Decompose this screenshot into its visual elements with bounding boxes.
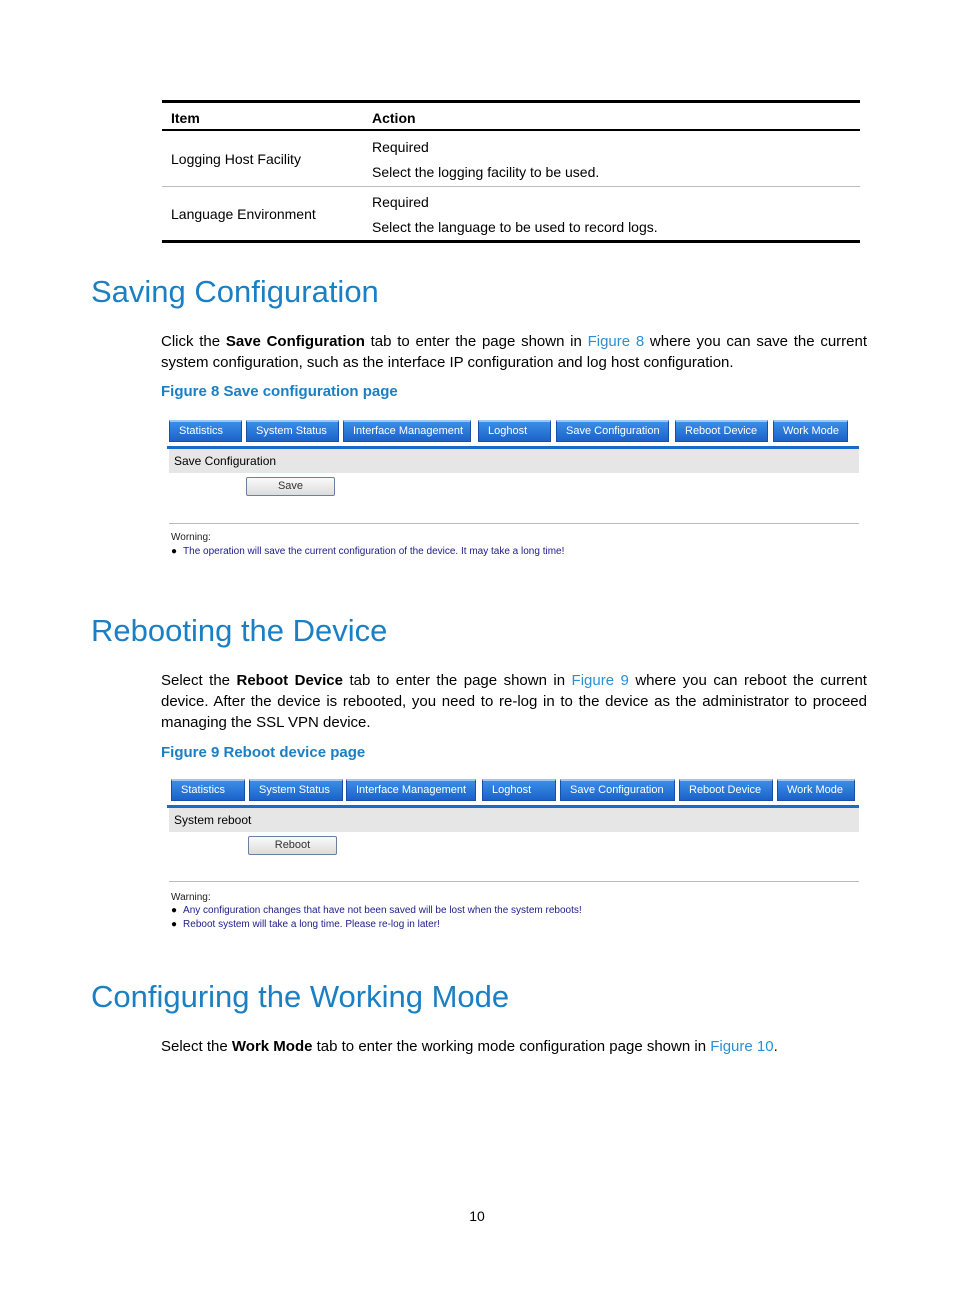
para-text: . bbox=[773, 1038, 778, 1055]
warning-text: Reboot system will take a long time. Please re-log in later! bbox=[183, 919, 440, 930]
divider bbox=[169, 523, 859, 524]
table-cell-action: Select the logging facility to be used. bbox=[372, 164, 600, 180]
table-header-action: Action bbox=[372, 110, 416, 126]
figure-8-link[interactable]: Figure 8 bbox=[587, 333, 645, 350]
para-text: Select the bbox=[161, 672, 237, 689]
table-header-rule bbox=[162, 129, 860, 131]
para-bold-term: Save Configuration bbox=[225, 333, 365, 350]
tab-bar bbox=[167, 416, 859, 449]
para-text: where you can reboot the current device. After the device is rebooted, you need to re-log in to the device as the administrator to proceed managing the SSL VPN device. bbox=[161, 672, 867, 731]
para-text: where you can save the current system configuration, such as the interface IP configuration and log host configuration. bbox=[161, 333, 868, 371]
tab-work-mode[interactable]: Work Mode bbox=[777, 779, 855, 801]
bullet-icon: ● bbox=[171, 905, 178, 916]
warning-text: Any configuration changes that have not been saved will be lost when the system reboots! bbox=[183, 905, 582, 916]
tab-loghost[interactable]: Loghost bbox=[482, 779, 556, 801]
table-cell-required: Required bbox=[372, 194, 429, 210]
figure-8-caption: Figure 8 Save configuration page bbox=[161, 383, 398, 400]
tab-interface-management[interactable]: Interface Management bbox=[346, 779, 476, 801]
tab-save-configuration[interactable]: Save Configuration bbox=[556, 420, 669, 442]
section-title-bar: System reboot bbox=[169, 808, 859, 832]
reboot-button[interactable]: Reboot bbox=[248, 836, 337, 855]
para-text: tab to enter the working mode configuration page shown in bbox=[312, 1038, 711, 1055]
table-top-rule bbox=[162, 100, 860, 103]
table-cell-item: Language Environment bbox=[171, 206, 316, 222]
table-row-divider bbox=[162, 186, 860, 187]
para-bold-term: Work Mode bbox=[231, 1038, 313, 1055]
tab-system-status[interactable]: System Status bbox=[246, 420, 339, 442]
save-button[interactable]: Save bbox=[246, 477, 335, 496]
paragraph-reboot bbox=[161, 670, 867, 733]
paragraph-save bbox=[161, 331, 867, 373]
figure-9-link[interactable]: Figure 9 bbox=[571, 672, 629, 689]
tab-bar bbox=[167, 775, 859, 808]
tab-statistics[interactable]: Statistics bbox=[169, 420, 242, 442]
para-text: Select the bbox=[161, 1038, 232, 1055]
table-cell-action: Select the language to be used to record logs. bbox=[372, 219, 658, 235]
heading-saving-configuration: Saving Configuration bbox=[91, 274, 379, 309]
table-cell-item: Logging Host Facility bbox=[171, 151, 301, 167]
section-title-bar: Save Configuration bbox=[169, 449, 859, 473]
tab-save-configuration[interactable]: Save Configuration bbox=[560, 779, 675, 801]
figure-9-caption: Figure 9 Reboot device page bbox=[161, 744, 366, 761]
warning-item bbox=[171, 919, 440, 930]
tab-work-mode[interactable]: Work Mode bbox=[773, 420, 848, 442]
tab-loghost[interactable]: Loghost bbox=[478, 420, 551, 442]
figure-10-link[interactable]: Figure 10 bbox=[710, 1038, 774, 1055]
table-bottom-rule bbox=[162, 240, 860, 243]
para-text: tab to enter the page shown in bbox=[364, 333, 588, 350]
tab-interface-management[interactable]: Interface Management bbox=[343, 420, 471, 442]
para-text: Click the bbox=[161, 333, 226, 350]
warning-item bbox=[171, 546, 564, 557]
tab-reboot-device[interactable]: Reboot Device bbox=[679, 779, 773, 801]
tab-system-status[interactable]: System Status bbox=[249, 779, 343, 801]
warning-text: The operation will save the current configuration of the device. It may take a long time! bbox=[183, 546, 565, 557]
paragraph-workmode bbox=[161, 1036, 867, 1057]
para-bold-term: Reboot Device bbox=[236, 672, 343, 689]
warning-label: Warning: bbox=[171, 892, 211, 903]
table-header-item: Item bbox=[171, 110, 200, 126]
tab-reboot-device[interactable]: Reboot Device bbox=[675, 420, 768, 442]
para-text: tab to enter the page shown in bbox=[342, 672, 572, 689]
heading-configuring-working-mode: Configuring the Working Mode bbox=[91, 979, 510, 1014]
bullet-icon: ● bbox=[171, 546, 178, 557]
page-number: 10 bbox=[469, 1208, 485, 1224]
figure-8-screenshot bbox=[167, 416, 861, 566]
figure-9-screenshot bbox=[167, 775, 861, 940]
bullet-icon: ● bbox=[171, 919, 178, 930]
heading-rebooting-device: Rebooting the Device bbox=[91, 613, 388, 648]
tab-statistics[interactable]: Statistics bbox=[171, 779, 245, 801]
warning-label: Worning: bbox=[171, 532, 211, 543]
divider bbox=[169, 881, 859, 882]
warning-item bbox=[171, 905, 582, 916]
table-cell-required: Required bbox=[372, 139, 429, 155]
